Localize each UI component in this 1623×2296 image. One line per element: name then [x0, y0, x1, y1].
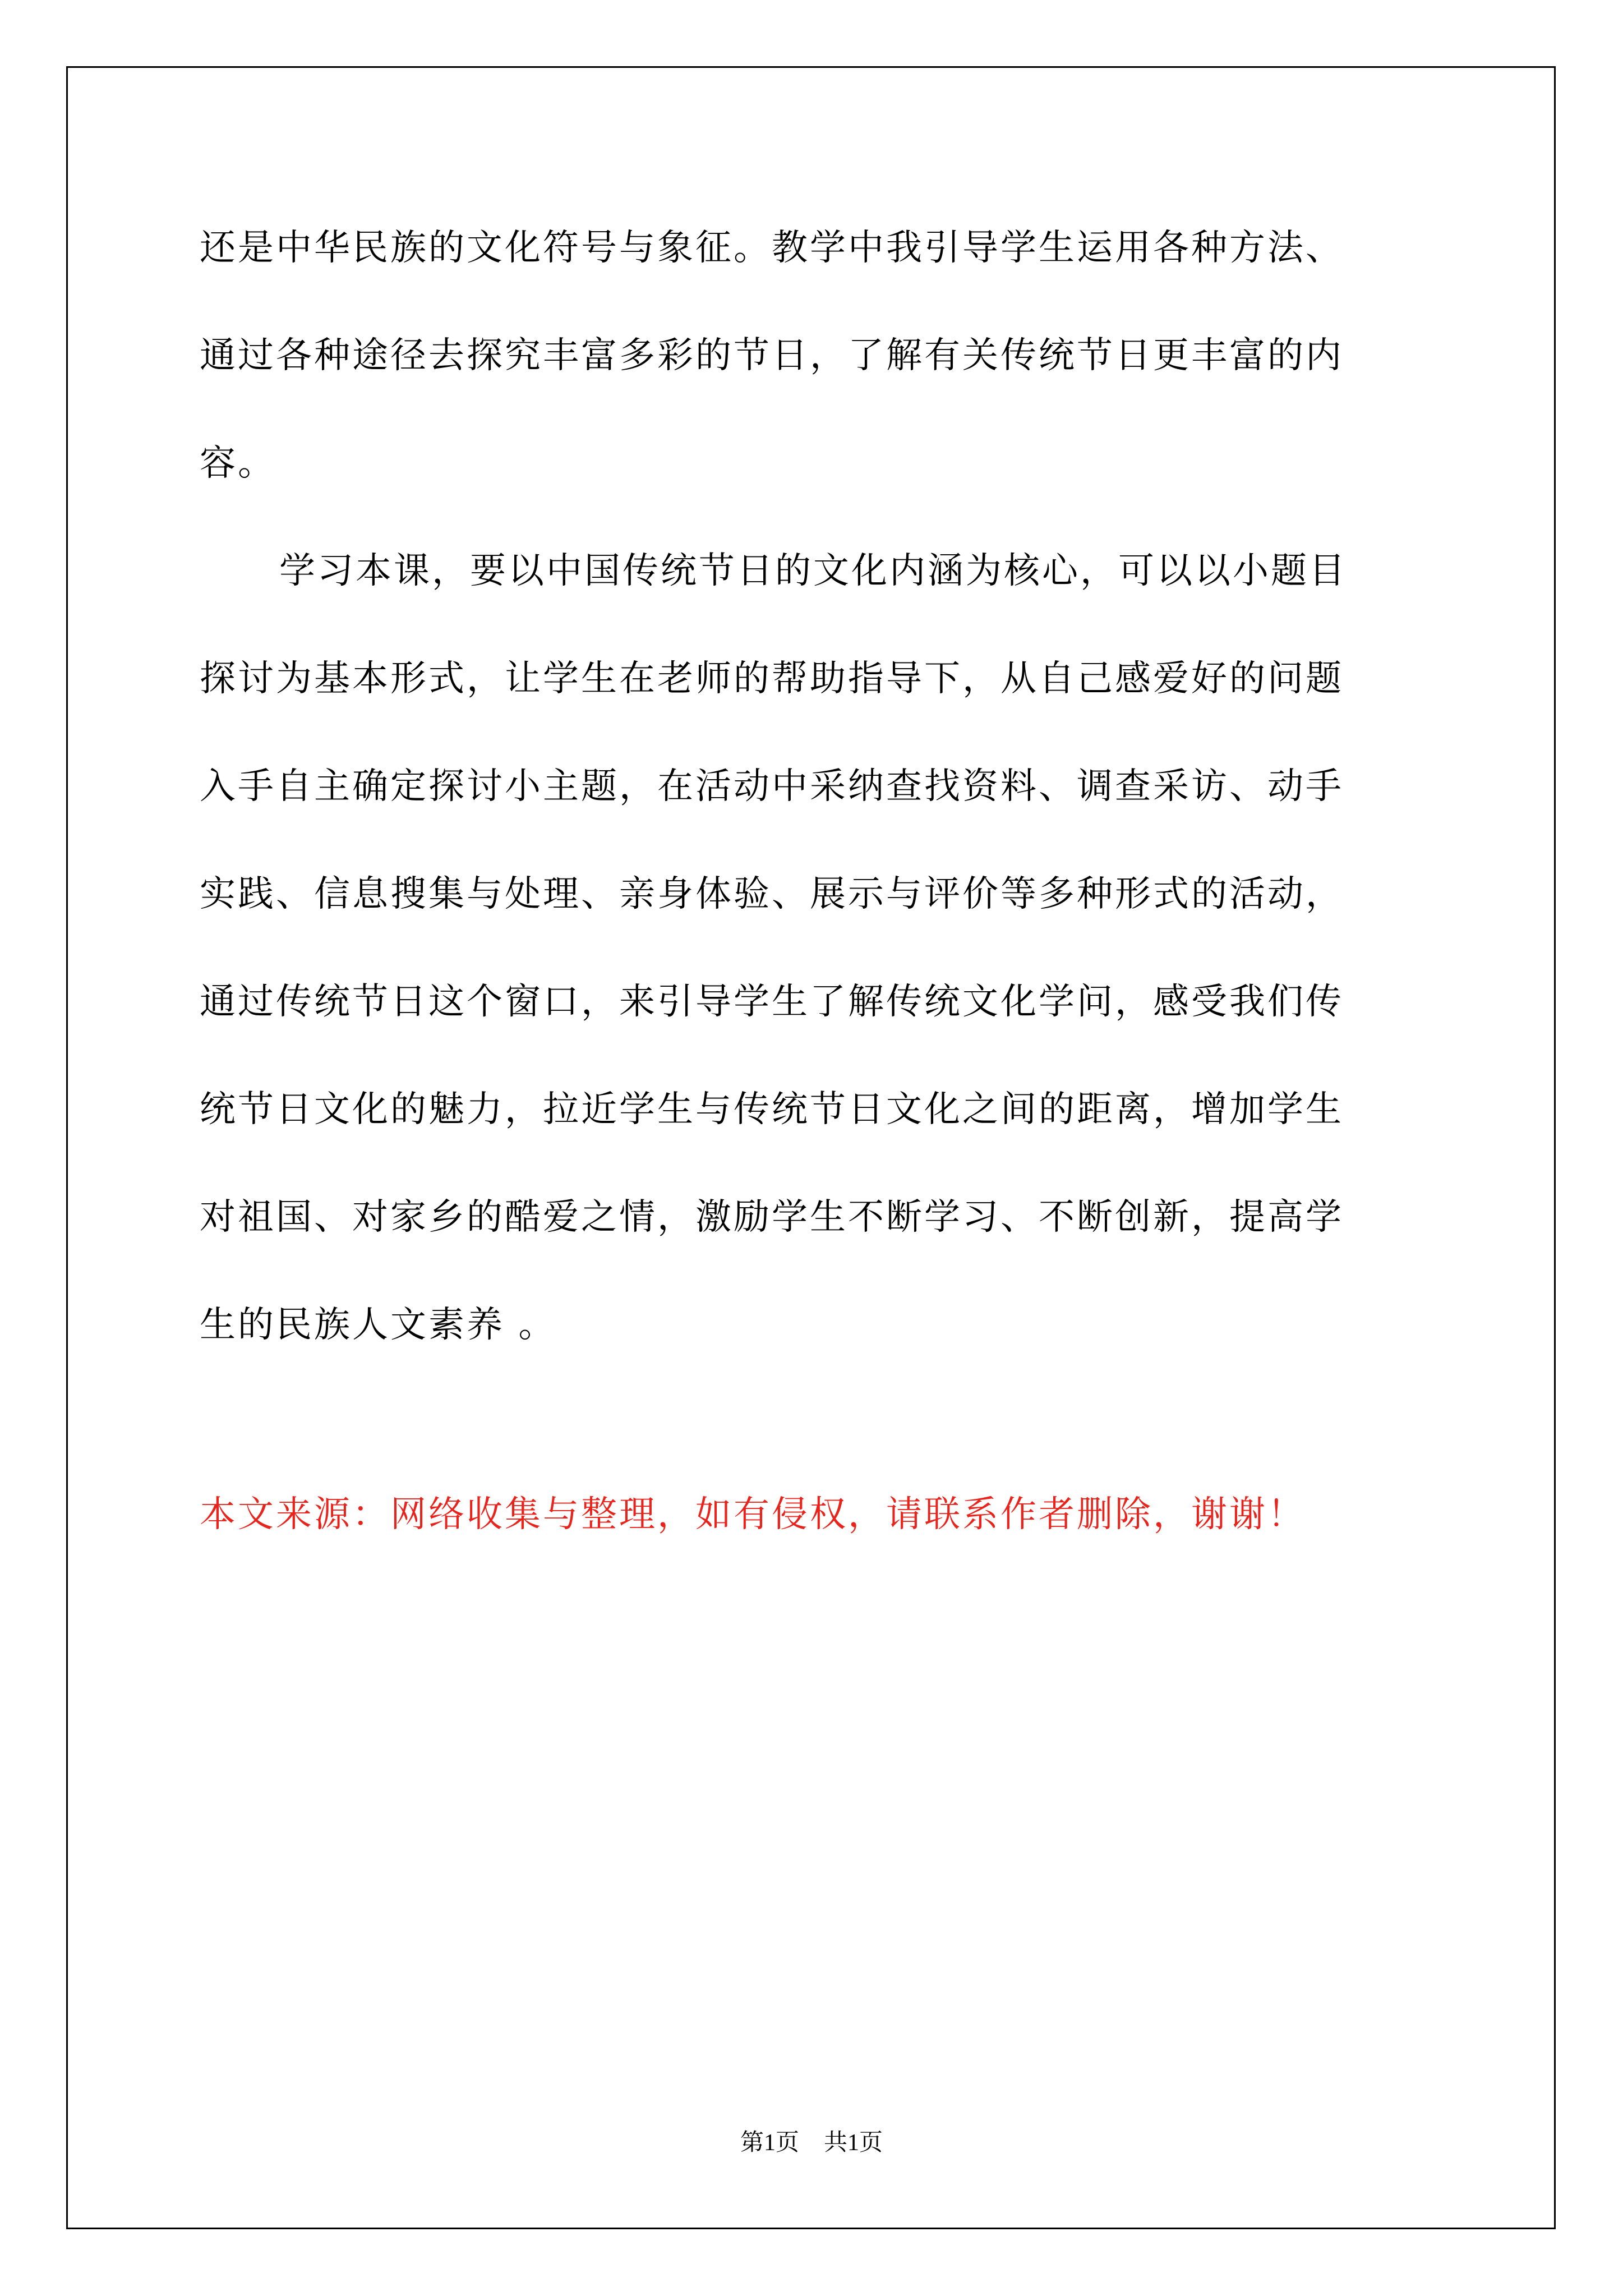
paragraph-2-line-7: 对祖国、对家乡的酷爱之情，激励学生不断学习、不断创新，提高学	[200, 1197, 1344, 1238]
page-total: 共1页	[824, 2130, 883, 2156]
paragraph-2-line-1: 学习本课，要以中国传统节日的文化内涵为核心，可以以小题目	[279, 550, 1347, 592]
paragraph-2-line-6: 统节日文化的魅力，拉近学生与传统节日文化之间的距离，增加学生	[200, 1089, 1344, 1130]
paragraph-1-line-1: 还是中华民族的文化符号与象征。教学中我引导学生运用各种方法、	[200, 227, 1344, 269]
paragraph-1-line-3: 容。	[200, 443, 276, 484]
paragraph-2-line-3: 入手自主确定探讨小主题，在活动中采纳查找资料、调查采访、动手	[200, 766, 1344, 807]
paragraph-2-line-2: 探讨为基本形式，让学生在老师的帮助指导下，从自己感爱好的问题	[200, 658, 1344, 700]
source-note: 本文来源：网络收集与整理，如有侵权，请联系作者删除，谢谢！	[200, 1494, 1306, 1535]
page-frame	[66, 66, 1556, 2229]
paragraph-2-line-5: 通过传统节日这个窗口，来引导学生了解传统文化学问，感受我们传	[200, 981, 1344, 1023]
paragraph-2-line-8: 生的民族人文素养 。	[200, 1304, 557, 1346]
paragraph-2-line-4: 实践、信息搜集与处理、亲身体验、展示与评价等多种形式的活动，	[200, 873, 1344, 915]
page-number: 第1页	[740, 2130, 799, 2156]
paragraph-1-line-2: 通过各种途径去探究丰富多彩的节日，了解有关传统节日更丰富的内	[200, 335, 1344, 376]
page-footer	[0, 2129, 1623, 2157]
